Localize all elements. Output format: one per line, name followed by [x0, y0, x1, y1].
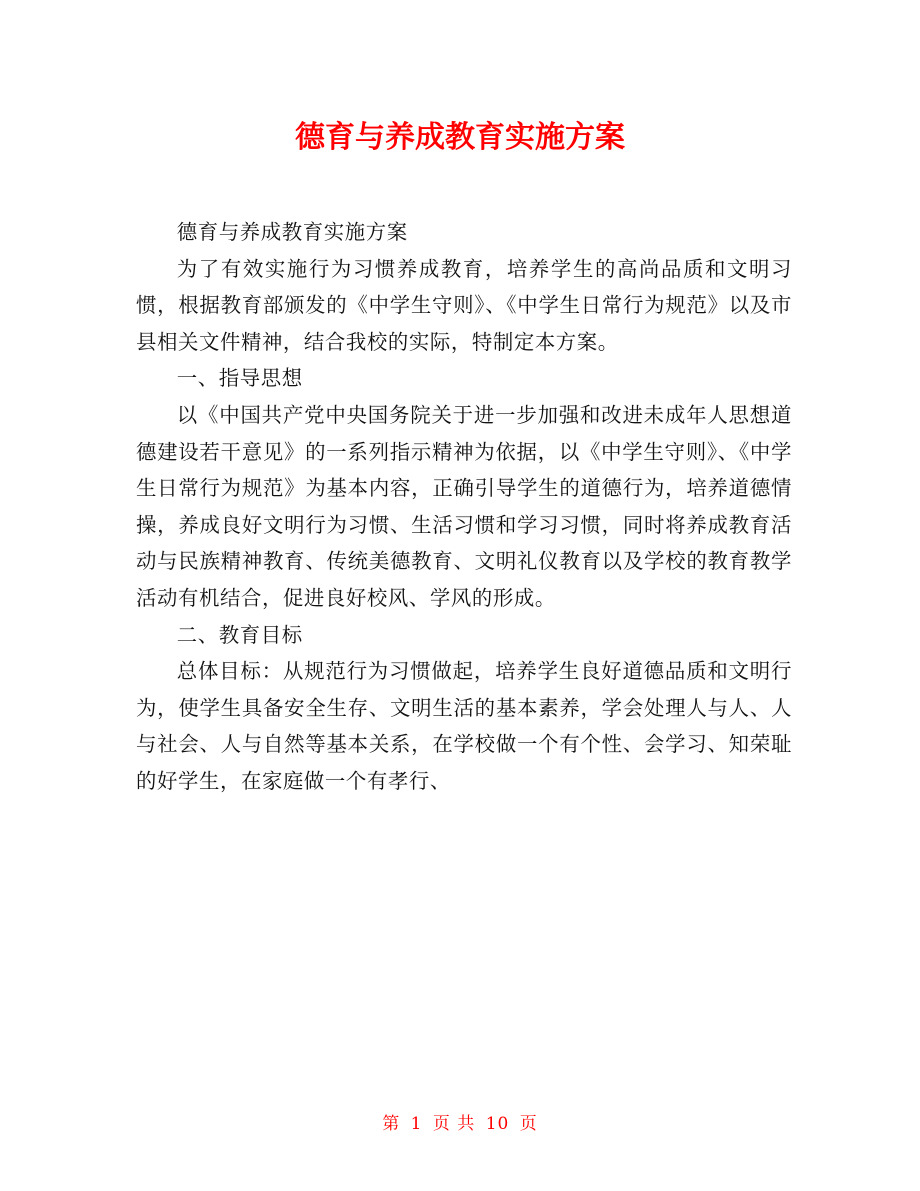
paragraph-intro: 为了有效实施行为习惯养成教育，培养学生的高尚品质和文明习惯，根据教育部颁发的《中学生守则》、《中学生日常行为规范》以及市县相关文件精神，结合我校的实际，特制定本方案。 [136, 256, 792, 354]
section-heading-education-goals: 二、教育目标 [176, 622, 303, 647]
footer-middle: 页 共 [432, 1114, 476, 1134]
footer-current-page: 1 [410, 1114, 423, 1134]
footer-prefix: 第 [382, 1114, 401, 1134]
document-title: 德育与养成教育实施方案 [295, 120, 625, 155]
paragraph-heading: 德育与养成教育实施方案 [176, 220, 408, 244]
footer-suffix: 页 [519, 1114, 538, 1134]
footer-total-pages: 10 [485, 1114, 510, 1134]
document-body [136, 214, 792, 800]
paragraph-guiding-ideology: 以《中国共产党中央国务院关于进一步加强和改进未成年人思想道德建设若干意见》的一系列指示精神为依据，以《中学生守则》、《中学生日常行为规范》为基本内容，正确引导学生的道德行为，培养道德情操，养成良好文明行为习惯、生活习惯和学习习惯，同时将养成教育活动与民族精神教育、传统美德教育、文明礼仪教育以及学校的教育教学活动有机结合，促进良好校风、学风的形成。 [136, 402, 792, 610]
paragraph-overall-goal: 总体目标：从规范行为习惯做起，培养学生良好道德品质和文明行为，使学生具备安全生存、文明生活的基本素养，学会处理人与人、人与社会、人与自然等基本关系，在学校做一个有个性、会学习、知荣耻的好学生，在家庭做一个有孝行、 [136, 659, 792, 793]
section-heading-guiding-ideology: 一、指导思想 [176, 366, 303, 391]
page-number-footer [0, 1112, 920, 1136]
